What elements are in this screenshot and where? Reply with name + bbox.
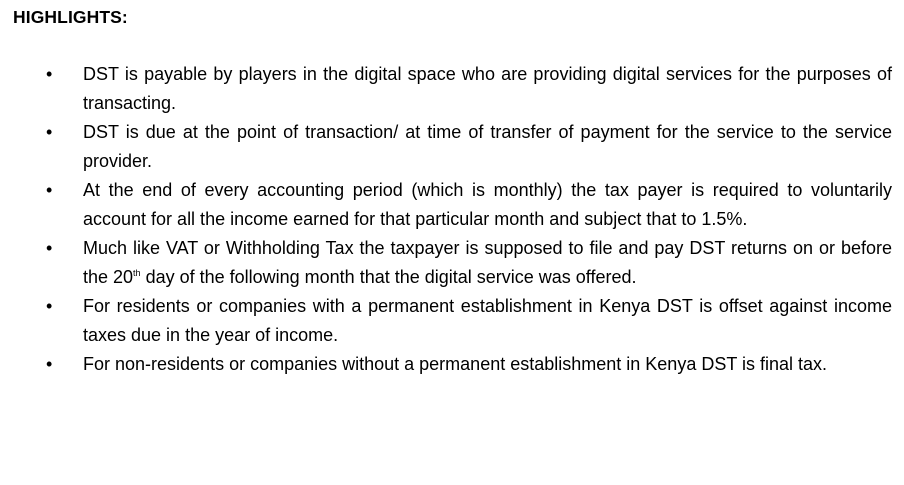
- list-item: [0, 292, 892, 350]
- highlights-list: [0, 60, 892, 379]
- ordinal-superscript: th: [133, 268, 141, 278]
- list-item: [0, 350, 892, 379]
- list-item: [0, 234, 892, 292]
- bullet-icon: •: [46, 122, 53, 142]
- list-item: [0, 176, 892, 234]
- bullet-text-part: Much like VAT or Withholding Tax the taxpayer is supposed to file and pay DST returns on or before the 20: [83, 238, 892, 287]
- bullet-icon: •: [46, 238, 53, 258]
- bullet-icon: •: [46, 180, 53, 200]
- list-item: [0, 60, 892, 118]
- bullet-icon: •: [46, 296, 53, 316]
- bullet-text: DST is payable by players in the digital space who are providing digital services for the purposes of transacting.: [83, 64, 892, 113]
- highlights-heading: HIGHLIGHTS:: [13, 7, 128, 27]
- bullet-text: At the end of every accounting period (which is monthly) the tax payer is required to voluntarily account for all the income earned for that particular month and subject that to 1.5%.: [83, 180, 892, 229]
- bullet-text: DST is due at the point of transaction/ at time of transfer of payment for the service to the service provider.: [83, 122, 892, 171]
- bullet-text: For non-residents or companies without a permanent establishment in Kenya DST is final tax.: [83, 354, 828, 374]
- bullet-icon: •: [46, 64, 53, 84]
- list-item: [0, 118, 892, 176]
- bullet-text: For residents or companies with a permanent establishment in Kenya DST is offset against income taxes due in the year of income.: [83, 296, 892, 345]
- bullet-text-part: day of the following month that the digital service was offered.: [140, 267, 637, 287]
- bullet-icon: •: [46, 354, 53, 374]
